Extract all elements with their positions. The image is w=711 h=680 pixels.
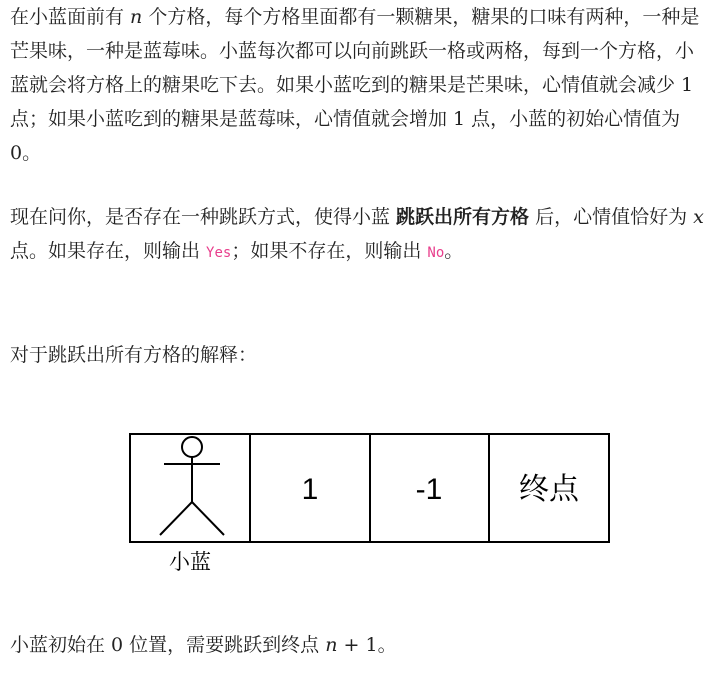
text-run: 小蓝初始在 (10, 634, 112, 656)
text-run: 在小蓝面前有 (10, 6, 131, 28)
cell-value: -1 (415, 473, 443, 506)
text-run: 。 (377, 634, 397, 656)
math-one: 1 (365, 634, 378, 656)
text-run: 个方格，每个方格里面都有一颗糖果，糖果的口味有两种，一种是芒果味，一种是蓝莓味。小蓝每次都可以向前跳跃一格或两格，每到一个方格，小蓝就会将方格上的糖果吃下去。如果小蓝吃到的糖果是芒果味，心情值就会减少 (10, 6, 700, 96)
question-paragraph (10, 200, 705, 270)
math-n: n (325, 634, 338, 656)
cell-goal: 终点 (519, 473, 579, 506)
code-no: No (427, 245, 445, 261)
text-run: 点，小蓝的初始心情值为 (465, 108, 681, 130)
math-x: x (693, 206, 704, 228)
intro-paragraph (10, 0, 705, 170)
math-one: 1 (681, 74, 694, 96)
bold-phrase: 跳跃出所有方格 (396, 206, 530, 228)
text-run: 。 (22, 142, 42, 164)
figure-caption: 小蓝 (169, 550, 211, 574)
text-run: 现在问你，是否存在一种跳跃方式，使得小蓝 (10, 206, 397, 228)
math-zero: 0 (10, 142, 23, 164)
explanation-heading: 对于跳跃出所有方格的解释： (10, 344, 258, 366)
text-run: ；如果不存在，则输出 (231, 240, 428, 262)
position-paragraph (10, 628, 705, 662)
math-n: n (130, 6, 143, 28)
code-yes: Yes (206, 245, 232, 261)
text-run: 点；如果小蓝吃到的糖果是蓝莓味，心情值就会增加 (10, 108, 454, 130)
grid-figure (128, 432, 610, 580)
grid-diagram (128, 432, 610, 580)
math-zero: 0 (111, 634, 124, 656)
text-run: 点。如果存在，则输出 (10, 240, 207, 262)
text-run: 。 (444, 240, 464, 262)
cell-value: 1 (301, 473, 319, 506)
math-plus: + (337, 634, 366, 656)
text-run: 位置，需要跳跃到终点 (123, 634, 326, 656)
text-run: 后，心情值恰好为 (529, 206, 694, 228)
math-one: 1 (453, 108, 466, 130)
